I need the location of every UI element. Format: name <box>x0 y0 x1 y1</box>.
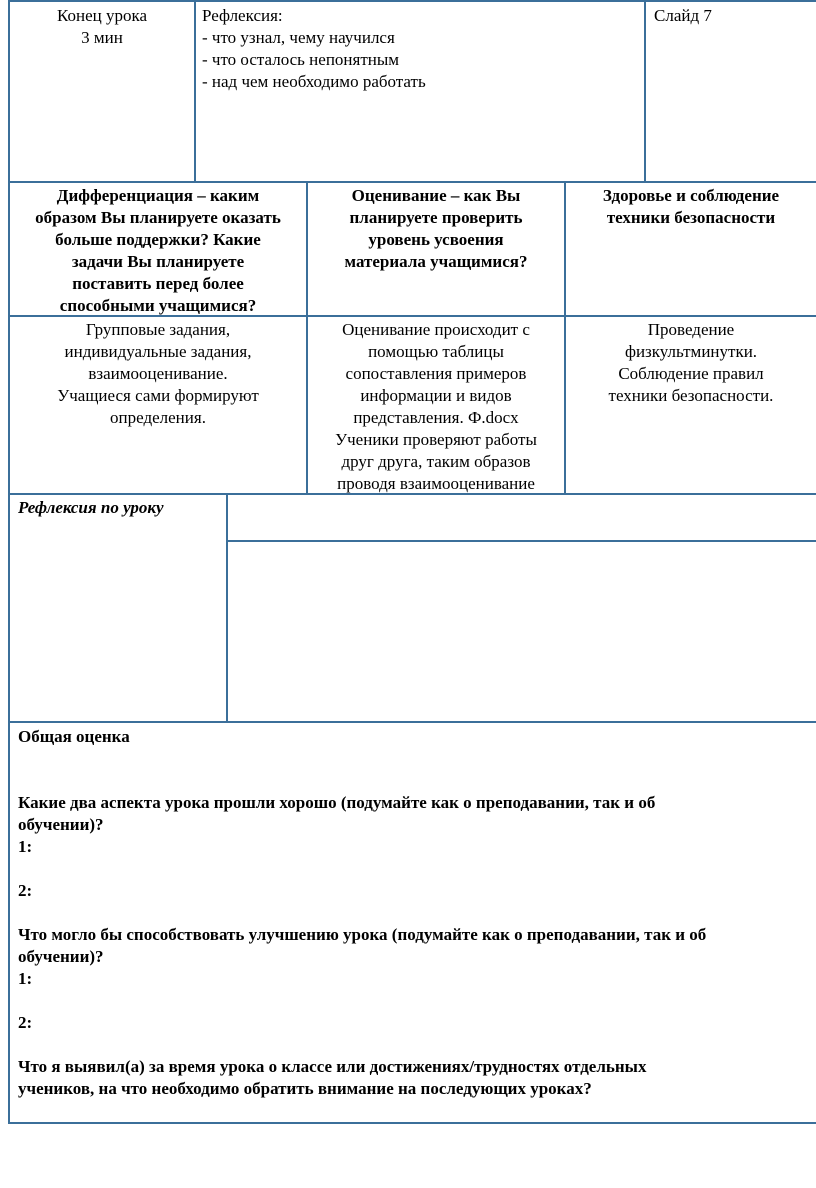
content-line: информации и видов <box>360 386 512 405</box>
header-line: поставить перед более <box>72 274 244 293</box>
header-line: материала учащимися? <box>344 252 528 271</box>
question-text: обучении)? <box>18 815 104 834</box>
stage-label: Конец урока <box>56 6 148 25</box>
overall-title: Общая оценка <box>18 727 130 746</box>
header-line: больше поддержки? Какие <box>55 230 261 249</box>
reflection-point: - что осталось непонятным <box>202 50 400 69</box>
header-line: Дифференциация – каким <box>56 186 260 205</box>
assessment-header <box>308 185 564 273</box>
question-text: Что могло бы способствовать улучшению урока (подумайте как о преподавании, так и об <box>18 925 707 944</box>
content-line: техники безопасности. <box>608 386 774 405</box>
health-content <box>566 319 816 407</box>
content-line: представления. Ф.docx <box>353 408 519 427</box>
content-line: индивидуальные задания, <box>64 342 252 361</box>
content-line: Учащиеся сами формируют <box>57 386 259 405</box>
overall-section <box>18 726 814 1100</box>
header-line: Оценивание – как Вы <box>351 186 521 205</box>
header-line: задачи Вы планируете <box>71 252 245 271</box>
header-line: уровень усвоения <box>368 230 504 249</box>
content-line: определения. <box>110 408 206 427</box>
answer-label: 1: <box>18 837 33 856</box>
table-border <box>227 540 816 542</box>
table-border <box>8 181 816 183</box>
question-text: обучении)? <box>18 947 104 966</box>
header-line: образом Вы планируете оказать <box>35 208 281 227</box>
question-text: Что я выявил(а) за время урока о классе или достижениях/трудностях отдельных <box>18 1057 647 1076</box>
question-text: Какие два аспекта урока прошли хорошо (подумайте как о преподавании, так и об <box>18 793 656 812</box>
health-header <box>566 185 816 229</box>
reflection-point: - что узнал, чему научился <box>202 28 395 47</box>
slide-cell <box>654 5 814 27</box>
header-line: Здоровье и соблюдение <box>602 186 780 205</box>
stage-duration: 3 мин <box>81 28 123 47</box>
reflection-cell <box>202 5 642 93</box>
content-line: Ученики проверяют работы <box>335 430 537 449</box>
table-border <box>8 0 816 2</box>
question-text: учеников, на что необходимо обратить внимание на последующих уроках? <box>18 1079 592 1098</box>
answer-label: 2: <box>18 1013 33 1032</box>
content-line: помощью таблицы <box>368 342 504 361</box>
differentiation-content <box>10 319 306 429</box>
table-border <box>644 0 646 182</box>
content-line: взаимооценивание. <box>88 364 228 383</box>
table-border <box>194 0 196 182</box>
lesson-reflection-text: Рефлексия по уроку <box>18 498 164 517</box>
content-line: Соблюдение правил <box>618 364 764 383</box>
content-line: физкультминутки. <box>624 342 758 361</box>
table-border <box>8 721 816 723</box>
header-line: техники безопасности <box>606 208 776 227</box>
content-line: проводя взаимооценивание <box>337 474 535 493</box>
content-line: сопоставления примеров <box>345 364 527 383</box>
content-line: Оценивание происходит с <box>342 320 530 339</box>
slide-label: Слайд 7 <box>654 6 712 25</box>
answer-label: 2: <box>18 881 33 900</box>
content-line: Групповые задания, <box>85 320 231 339</box>
differentiation-header <box>10 185 306 317</box>
content-line: Проведение <box>647 320 735 339</box>
reflection-point: - над чем необходимо работать <box>202 72 426 91</box>
assessment-content <box>308 319 564 495</box>
header-line: планируете проверить <box>349 208 523 227</box>
reflection-title: Рефлексия: <box>202 6 283 25</box>
header-line: способными учащимися? <box>59 296 257 315</box>
table-border <box>226 493 228 722</box>
lesson-stage-cell <box>10 5 194 49</box>
lesson-reflection-label <box>18 497 224 519</box>
content-line: друг друга, таким образов <box>341 452 531 471</box>
answer-label: 1: <box>18 969 33 988</box>
